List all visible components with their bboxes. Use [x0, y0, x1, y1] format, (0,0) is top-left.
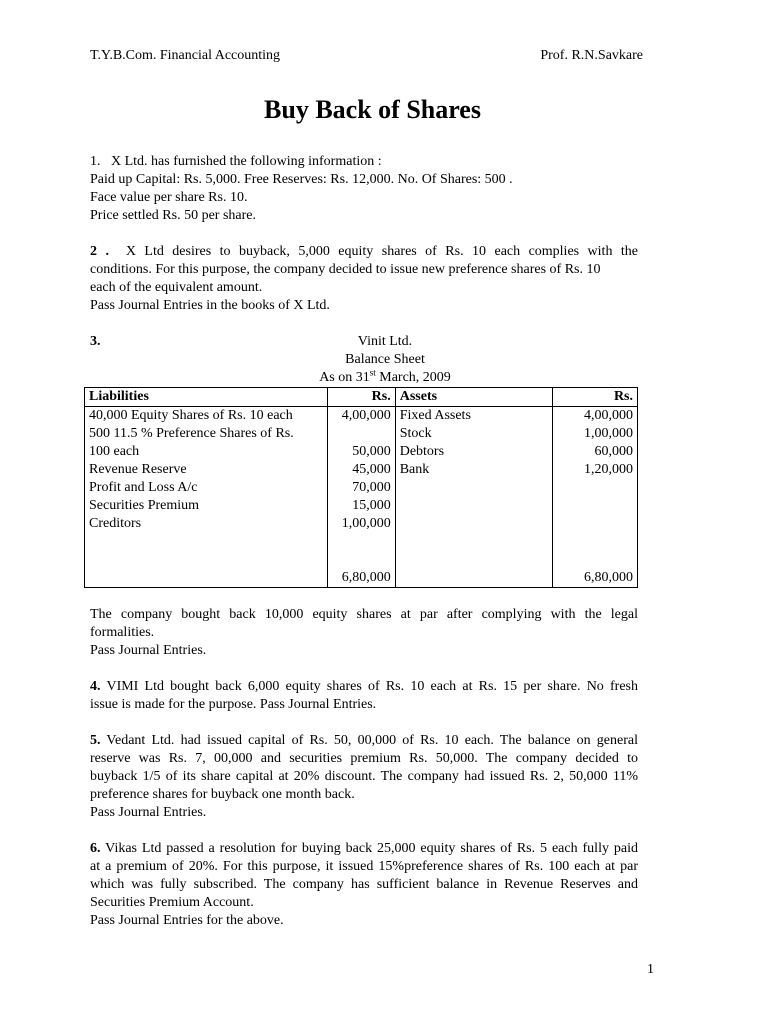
q6-line-1: 6. Vikas Ltd passed a resolution for buying back 25,000 equity shares of Rs. 5 each fully paid	[90, 841, 638, 856]
header-author: Prof. R.N.Savkare	[540, 48, 643, 63]
asset-amount: 4,00,000	[584, 408, 633, 423]
liability-item: Revenue Reserve	[89, 462, 187, 477]
asset-item: Stock	[399, 426, 432, 441]
liability-item: 500 11.5 % Preference Shares of Rs.	[89, 426, 294, 441]
question-4	[90, 678, 638, 714]
liabilities-cell	[85, 407, 328, 588]
liability-item: Creditors	[89, 516, 142, 531]
question-1	[90, 153, 638, 225]
q6-line-4: Securities Premium Account.	[90, 895, 254, 910]
asset-amounts-cell	[553, 407, 638, 588]
q1-line-2: Paid up Capital: Rs. 5,000. Free Reserves: Rs. 12,000. No. Of Shares: 500 .	[90, 172, 513, 187]
col-header-assets: Assets	[395, 388, 552, 407]
page-title: Buy Back of Shares	[264, 95, 481, 124]
liability-amount: 4,00,000	[341, 408, 391, 423]
statement-name: Balance Sheet	[345, 352, 425, 367]
document-body	[90, 153, 638, 930]
q4-number: 4.	[90, 679, 101, 694]
liability-amount: 1,00,000	[341, 516, 391, 531]
liability-amount: 50,000	[352, 444, 391, 459]
liability-amount: 70,000	[352, 480, 391, 495]
q3-after-line-1: The company bought back 10,000 equity shares at par after complying with the legal	[90, 607, 638, 622]
q6-number: 6.	[90, 841, 101, 856]
q2-line-3: each of the equivalent amount.	[90, 280, 263, 295]
q5-line-3: buyback 1/5 of its share capital at 20% discount. The company had issued Rs. 2, 50,000 11%	[90, 769, 638, 784]
header-course: T.Y.B.Com. Financial Accounting	[90, 48, 281, 63]
q6-line-2: at a premium of 20%. For this purpose, it issued 15%preference shares of Rs. 100 each at par	[90, 859, 638, 874]
liability-amount	[332, 425, 391, 443]
q5-line-1: 5. Vedant Ltd. had issued capital of Rs. 50, 00,000 of Rs. 10 each. The balance on general	[90, 733, 638, 748]
q5-line-2: reserve was Rs. 7, 00,000 and securities premium Rs. 50,000. The company decided to	[90, 751, 638, 766]
q3-number: 3.	[90, 334, 101, 349]
q4-line-1: 4. VIMI Ltd bought back 6,000 equity shares of Rs. 10 each at Rs. 15 per share. No fresh	[90, 679, 638, 694]
col-header-rs-liabilities: Rs.	[327, 388, 395, 407]
q5-line-5: Pass Journal Entries.	[90, 805, 207, 820]
col-header-liabilities: Liabilities	[85, 388, 328, 407]
q2-line-2: conditions. For this purpose, the company decided to issue new preference shares of Rs. 10	[90, 262, 601, 277]
asset-item: Fixed Assets	[399, 408, 471, 423]
asset-item: Bank	[399, 462, 430, 477]
asset-amount: 1,00,000	[584, 426, 633, 441]
q3-after-line-2: formalities.	[90, 625, 155, 640]
liability-item: Securities Premium	[89, 498, 200, 513]
balance-sheet-heading	[90, 333, 680, 387]
q6-line-3: which was fully subscribed. The company has sufficient balance in Revenue Reserves and	[90, 877, 638, 892]
q4-line-2: issue is made for the purpose. Pass Journal Entries.	[90, 697, 377, 712]
q3-after-line-3: Pass Journal Entries.	[90, 643, 207, 658]
assets-total: 6,80,000	[584, 570, 633, 585]
liability-item: Profit and Loss A/c	[89, 480, 198, 495]
table-header-row	[85, 388, 638, 407]
asset-item: Debtors	[399, 444, 445, 459]
q1-line-3: Face value per share Rs. 10.	[90, 190, 248, 205]
q5-number: 5.	[90, 733, 101, 748]
liability-amounts-cell	[327, 407, 395, 588]
page-number: 1	[647, 962, 654, 977]
asset-amount: 60,000	[594, 444, 633, 459]
company-name: Vinit Ltd.	[357, 334, 413, 349]
question-5	[90, 732, 638, 822]
document-page	[90, 0, 655, 1024]
liability-item: 40,000 Equity Shares of Rs. 10 each	[89, 408, 293, 423]
q5-line-4: preference shares for buyback one month back.	[90, 787, 355, 802]
liability-amount: 45,000	[352, 462, 391, 477]
q2-number: 2 .	[90, 244, 109, 259]
statement-date: As on 31st March, 2009	[319, 367, 451, 385]
q2-line-4: Pass Journal Entries in the books of X Ltd.	[90, 298, 330, 313]
question-2	[90, 243, 638, 315]
liability-amount: 15,000	[352, 498, 391, 513]
q1-number: 1.	[90, 154, 101, 169]
q6-line-5: Pass Journal Entries for the above.	[90, 913, 284, 928]
asset-amount: 1,20,000	[584, 462, 633, 477]
q2-line-1: 2 . X Ltd desires to buyback, 5,000 equity shares of Rs. 10 each complies with the	[90, 244, 639, 259]
assets-cell	[395, 407, 552, 588]
liabilities-total: 6,80,000	[341, 570, 391, 585]
question-3	[90, 333, 638, 660]
col-header-rs-assets: Rs.	[553, 388, 638, 407]
question-6	[90, 840, 638, 930]
liability-item: 100 each	[89, 444, 140, 459]
balance-sheet-table	[84, 387, 638, 588]
q1-line-4: Price settled Rs. 50 per share.	[90, 208, 257, 223]
table-body-row	[85, 407, 638, 588]
q1-line-1: 1. X Ltd. has furnished the following information :	[90, 154, 382, 169]
page-header	[90, 47, 655, 65]
